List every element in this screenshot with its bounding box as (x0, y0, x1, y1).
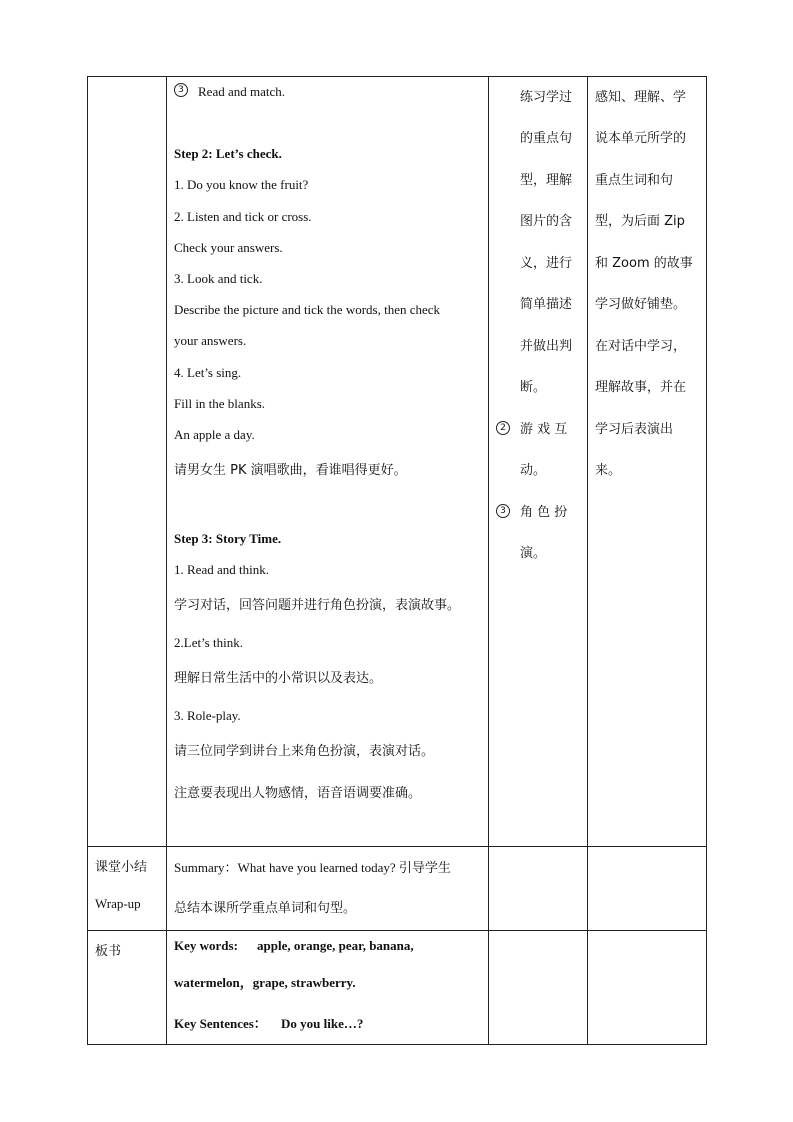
step2-item4-song: An apple a day. (174, 427, 255, 442)
col3-line-3: 型，理解 (520, 173, 573, 188)
summary-row-label: 课堂小结 (95, 860, 148, 875)
col3-line-2: 的重点句 (520, 131, 573, 146)
step3-item2: 2.Let’s think. (174, 635, 243, 650)
step3-title: Step 3: Story Time. (174, 531, 282, 546)
step2-item1: 1. Do you know the fruit? (174, 177, 309, 192)
step3-item2-detail: 理解日常生活中的小常识以及表达。 (174, 671, 383, 686)
step3-item3-note: 注意要表现出人物感情，语音语调要准确。 (174, 786, 422, 801)
circled-number-2: 2 (496, 421, 510, 435)
col-divider-3 (587, 76, 588, 1045)
col3-line-7: 并做出判 (520, 339, 573, 354)
col4-line-3: 重点生词和句 (595, 173, 674, 188)
step2-item2: 2. Listen and tick or cross. (174, 209, 312, 224)
col4-line-9: 学习后表演出 (595, 422, 674, 437)
row-divider-1 (87, 846, 707, 847)
col4-line-5: 和 Zoom 的故事 (595, 256, 693, 271)
col4-line-6: 学习做好铺垫。 (595, 297, 687, 312)
step2-item4: 4. Let’s sing. (174, 365, 242, 380)
summary-text-line1: Summary：What have you learned today? 引导学生 (174, 860, 451, 875)
col-divider-2 (488, 76, 489, 1045)
col3-role-line2: 演。 (520, 546, 547, 561)
key-words-line1: apple, orange, pear, banana, (257, 938, 414, 953)
col3-line-6: 简单描述 (520, 297, 573, 312)
col4-line-4: 型，为后面 Zip (595, 214, 685, 229)
col4-line-7: 在对话中学习， (595, 339, 687, 354)
col-divider-1 (166, 76, 167, 1045)
step3-item1-detail: 学习对话，回答问题并进行角色扮演，表演故事。 (174, 598, 461, 613)
col4-line-10: 来。 (595, 463, 622, 478)
step3-item3: 3. Role-play. (174, 708, 241, 723)
circled-number-3: 3 (174, 83, 188, 97)
step2-item3: 3. Look and tick. (174, 271, 263, 286)
step2-title: Step 2: Let’s check. (174, 146, 282, 161)
col3-line-8: 断。 (520, 380, 547, 395)
col3-line-5: 义，进行 (520, 256, 573, 271)
key-sentences-text: Do you like…? (281, 1016, 364, 1031)
key-words-label: Key words: (174, 938, 238, 953)
col4-line-2: 说本单元所学的 (595, 131, 687, 146)
step2-item4-detail: Fill in the blanks. (174, 396, 265, 411)
row-divider-2 (87, 930, 707, 931)
board-row-label: 板书 (95, 944, 122, 959)
col4-line-1: 感知、理解、学 (595, 90, 687, 105)
read-match-text: Read and match. (198, 84, 285, 99)
key-sentences-label: Key Sentences： (174, 1016, 267, 1031)
step3-item3-detail: 请三位同学到讲台上来角色扮演，表演对话。 (174, 744, 435, 759)
summary-row-label-en: Wrap-up (95, 896, 141, 911)
circled-number-3b: 3 (496, 504, 510, 518)
col3-line-4: 图片的含 (520, 214, 573, 229)
step3-item1: 1. Read and think. (174, 562, 269, 577)
step2-item2-detail: Check your answers. (174, 240, 283, 255)
col3-role-line1: 角 色 扮 (520, 505, 568, 520)
step2-item4-instruction: 请男女生 PK 演唱歌曲，看谁唱得更好。 (174, 463, 407, 478)
col3-game-line1: 游 戏 互 (520, 422, 568, 437)
step2-item3-detail: Describe the picture and tick the words, then check (174, 302, 441, 317)
col3-game-line2: 动。 (520, 463, 547, 478)
summary-text-line2: 总结本课所学重点单词和句型。 (174, 901, 357, 916)
col4-line-8: 理解故事，并在 (595, 380, 687, 395)
col3-line-1: 练习学过 (520, 90, 573, 105)
key-words-line2: watermelon，grape, strawberry. (174, 975, 356, 990)
step2-item3-detail-cont: your answers. (174, 333, 247, 348)
